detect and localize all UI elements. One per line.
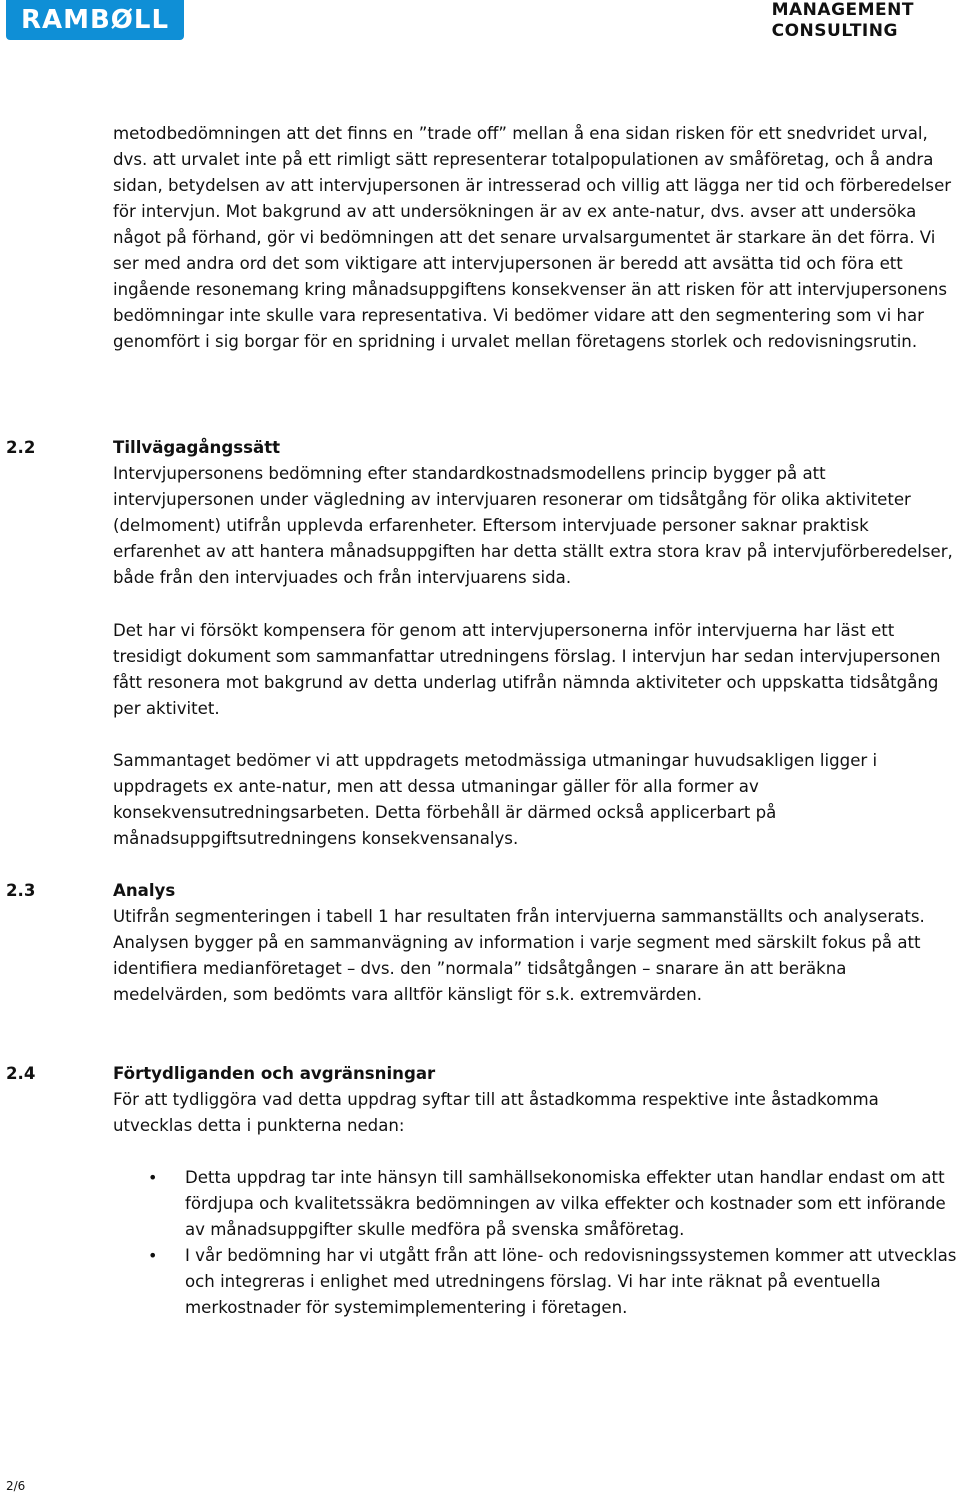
section-paragraph: Det har vi försökt kompensera för genom att intervjupersonerna inför intervjuerna har läst ett tresidigt dokument som sammanfattar utredningens förslag. I intervjun har sedan intervjupersonen fått resonera mot bakgrund av detta underlag utifrån nämnda aktiviteter och uppskatta tidsåtgång per aktivitet.	[113, 621, 941, 718]
logo-text: RAMBØLL	[20, 5, 170, 35]
section-title: Förtydliganden och avgränsningar	[113, 1064, 436, 1083]
unit-line-2: CONSULTING	[771, 21, 898, 41]
list-item: Detta uppdrag tar inte hänsyn till samhällsekonomiska effekter utan handlar endast om att fördjupa och kvalitetssäkra bedömningen av vilka effekter och kostnader som ett införande av månadsuppgifter skulle medföra på svenska småföretag.	[185, 1168, 946, 1239]
section-paragraph: För att tydliggöra vad detta uppdrag syftar till att åstadkomma respektive inte åstadkomma utvecklas detta i punkterna nedan:	[113, 1090, 879, 1135]
section-number: 2.3	[6, 881, 36, 900]
section-number: 2.2	[6, 438, 36, 457]
section-number: 2.4	[6, 1064, 36, 1083]
page-number: 2/6	[6, 1479, 26, 1493]
intro-paragraph: metodbedömningen att det finns en ”trade off” mellan å ena sidan risken för ett snedvridet urval, dvs. att urvalet inte på ett rimligt sätt representerar totalpopulationen av småföretag, och å andra sidan, betydelsen av att intervjupersonen är intresserad och villig att lägga ner tid och förberedelser för intervjun. Mot bakgrund av att undersökningen är av ex ante-natur, dvs. avser att undersöka något på förhand, gör vi bedömningen att det senare urvalsargumentet är starkare än det förra. Vi ser med andra ord det som viktigare att intervjupersonen är beredd att avsätta tid och föra ett ingående resonemang kring månadsuppgiftens konsekvenser än att risken för att intervjupersonens bedömningar inte skulle vara representativa. Vi bedömer vidare att den segmentering som vi har genomfört i sig borgar för en spridning i urvalet mellan företagens storlek och redovisningsrutin.	[113, 124, 952, 351]
section-title: Analys	[113, 881, 176, 900]
section-paragraph: Intervjupersonens bedömning efter standardkostnadsmodellens princip bygger på att intervjupersonen under vägledning av intervjuaren resonerar om tidsåtgång för olika aktiviteter (delmoment) utifrån upplevda erfarenheter. Eftersom intervjuade personer saknar praktisk erfarenhet av att hantera månadsuppgiften har detta ställt extra stora krav på intervjuförberedelser, både från den intervjuades och från intervjuarens sida.	[113, 464, 953, 587]
bullet-icon: •	[148, 1246, 158, 1265]
list-item: I vår bedömning har vi utgått från att löne- och redovisningssystemen kommer att utvecklas och integreras i enlighet med utredningens förslag. Vi har inte räknat på eventuella merkostnader för systemimplementering i företagen.	[185, 1246, 957, 1317]
bullet-icon: •	[148, 1168, 158, 1187]
section-paragraph: Sammantaget bedömer vi att uppdragets metodmässiga utmaningar huvudsakligen ligger i uppdragets ex ante-natur, men att dessa utmaningar gäller för alla former av konsekvensutredningsarbeten. Detta förbehåll är därmed också applicerbart på månadsuppgiftsutredningens konsekvensanalys.	[113, 751, 878, 848]
unit-line-1: MANAGEMENT	[771, 0, 914, 20]
business-unit-label	[772, 0, 914, 42]
section-paragraph: Utifrån segmenteringen i tabell 1 har resultaten från intervjuerna sammanställts och analyserats. Analysen bygger på en sammanvägning av information i varje segment med särskilt fokus på att identifiera medianföretaget – dvs. den ”normala” tidsåtgången – snarare än att beräkna medelvärden, som bedömts vara alltför känsligt för s.k. extremvärden.	[113, 907, 925, 1004]
section-title: Tillvägagångssätt	[113, 438, 281, 457]
company-logo	[6, 0, 184, 40]
